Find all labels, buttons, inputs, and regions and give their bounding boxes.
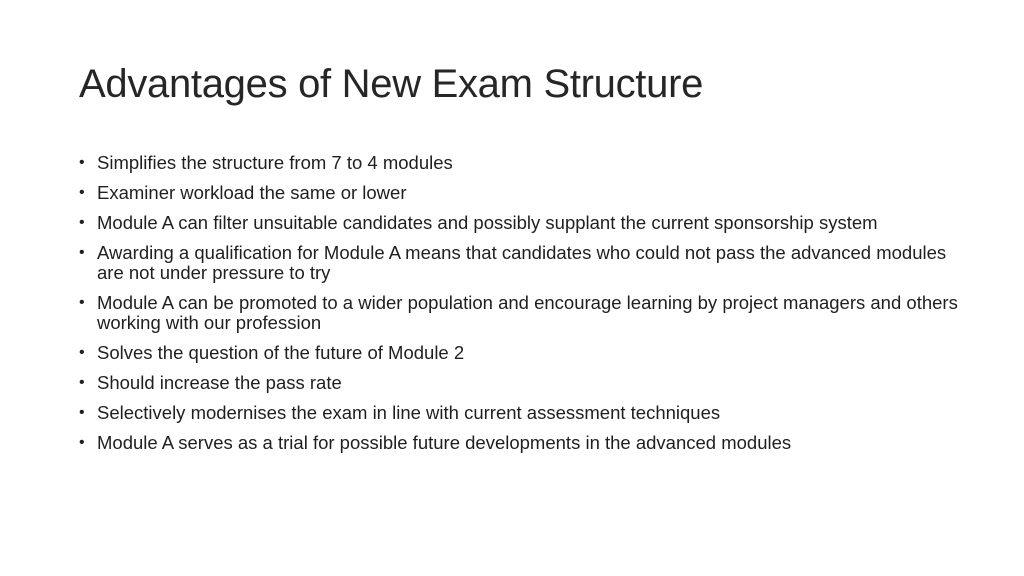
bullet-dot-icon: •: [79, 214, 85, 231]
bullet-dot-icon: •: [79, 404, 85, 421]
bullet-dot-icon: •: [79, 434, 85, 451]
bullet-item: [79, 343, 959, 363]
bullet-list: [79, 153, 959, 463]
bullet-text: Awarding a qualification for Module A means that candidates who could not pass the advanced modules are not under pressure to try: [97, 242, 947, 283]
bullet-dot-icon: •: [79, 374, 85, 391]
bullet-dot-icon: •: [79, 184, 85, 201]
bullet-text: Examiner workload the same or lower: [97, 182, 407, 203]
bullet-item: [79, 153, 959, 173]
bullet-text: Module A can filter unsuitable candidates and possibly supplant the current sponsorship system: [97, 212, 878, 233]
bullet-text: Selectively modernises the exam in line with current assessment techniques: [97, 402, 721, 423]
bullet-text: Module A serves as a trial for possible future developments in the advanced modules: [97, 432, 792, 453]
bullet-item: [79, 183, 959, 203]
bullet-item: [79, 373, 959, 393]
bullet-dot-icon: •: [79, 294, 85, 311]
bullet-item: [79, 403, 959, 423]
bullet-dot-icon: •: [79, 344, 85, 361]
bullet-item: [79, 213, 959, 233]
bullet-text: Solves the question of the future of Module 2: [97, 342, 465, 363]
bullet-item: [79, 293, 959, 333]
bullet-item: [79, 433, 959, 453]
bullet-text: Should increase the pass rate: [97, 372, 342, 393]
bullet-item: [79, 243, 959, 283]
bullet-dot-icon: •: [79, 244, 85, 261]
slide-title: Advantages of New Exam Structure: [79, 62, 704, 106]
bullet-text: Simplifies the structure from 7 to 4 modules: [97, 152, 453, 173]
bullet-text: Module A can be promoted to a wider population and encourage learning by project managers and others working with our profession: [97, 292, 958, 333]
bullet-dot-icon: •: [79, 154, 85, 171]
